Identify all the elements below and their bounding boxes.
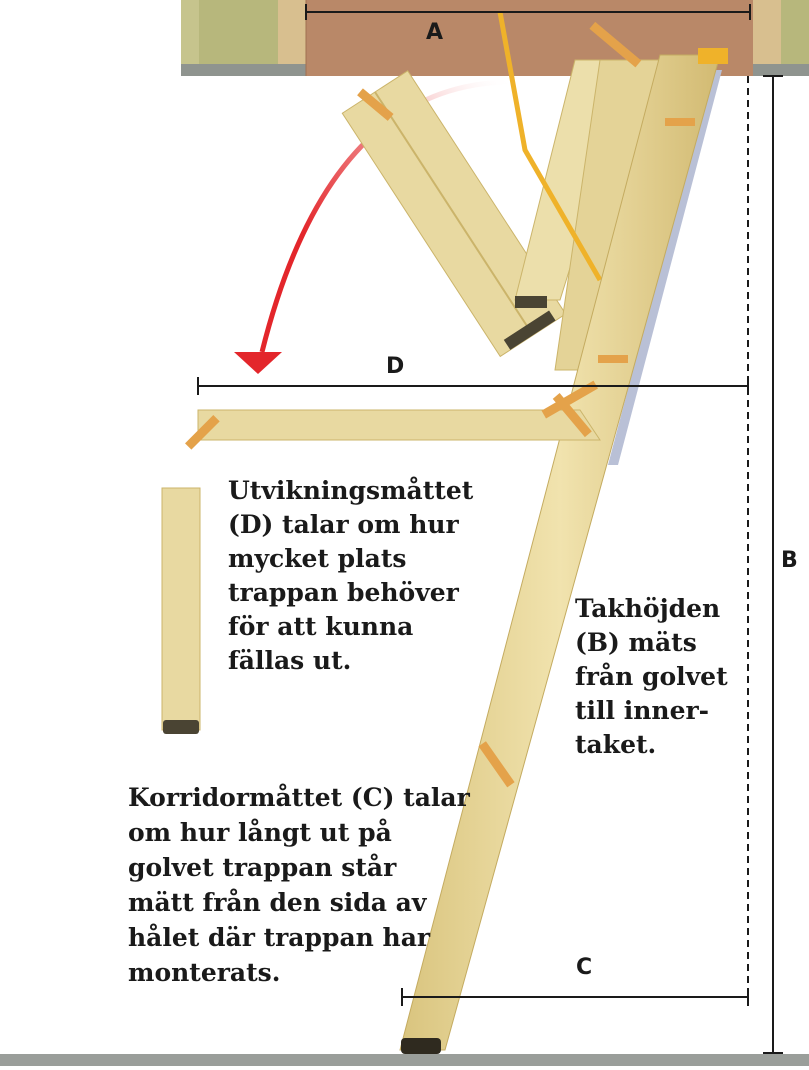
dimension-label-d: D — [386, 354, 405, 379]
corridor-dimension-text: Korridormåttet (C) talar om hur långt ut på golvet trappan står mätt från den sida av hålet där trappan har monterats. — [128, 783, 470, 987]
ceiling-joist-left — [278, 0, 306, 64]
dimension-label-b: B — [781, 548, 798, 573]
arrow-head — [234, 352, 282, 374]
ladder-foot — [401, 1038, 441, 1054]
unfold-dimension-text: Utvikningsmåttet (D) talar om hur mycket plats trappan behöver för att kunna fällas ut. — [228, 476, 474, 675]
top-bracket — [698, 48, 728, 64]
ladder-section-folded — [342, 71, 565, 357]
floor — [0, 1054, 809, 1066]
ceiling-height-text: Takhöjden (B) mäts från golvet till inner- taket. — [575, 594, 728, 759]
ladder-section-vertical — [162, 488, 200, 730]
dimension-label-a: A — [426, 20, 444, 45]
ceiling-board-right — [753, 64, 809, 76]
ceiling-board-left — [181, 64, 306, 76]
ceiling-joist-right — [753, 0, 781, 64]
dimension-label-c: C — [576, 955, 593, 980]
